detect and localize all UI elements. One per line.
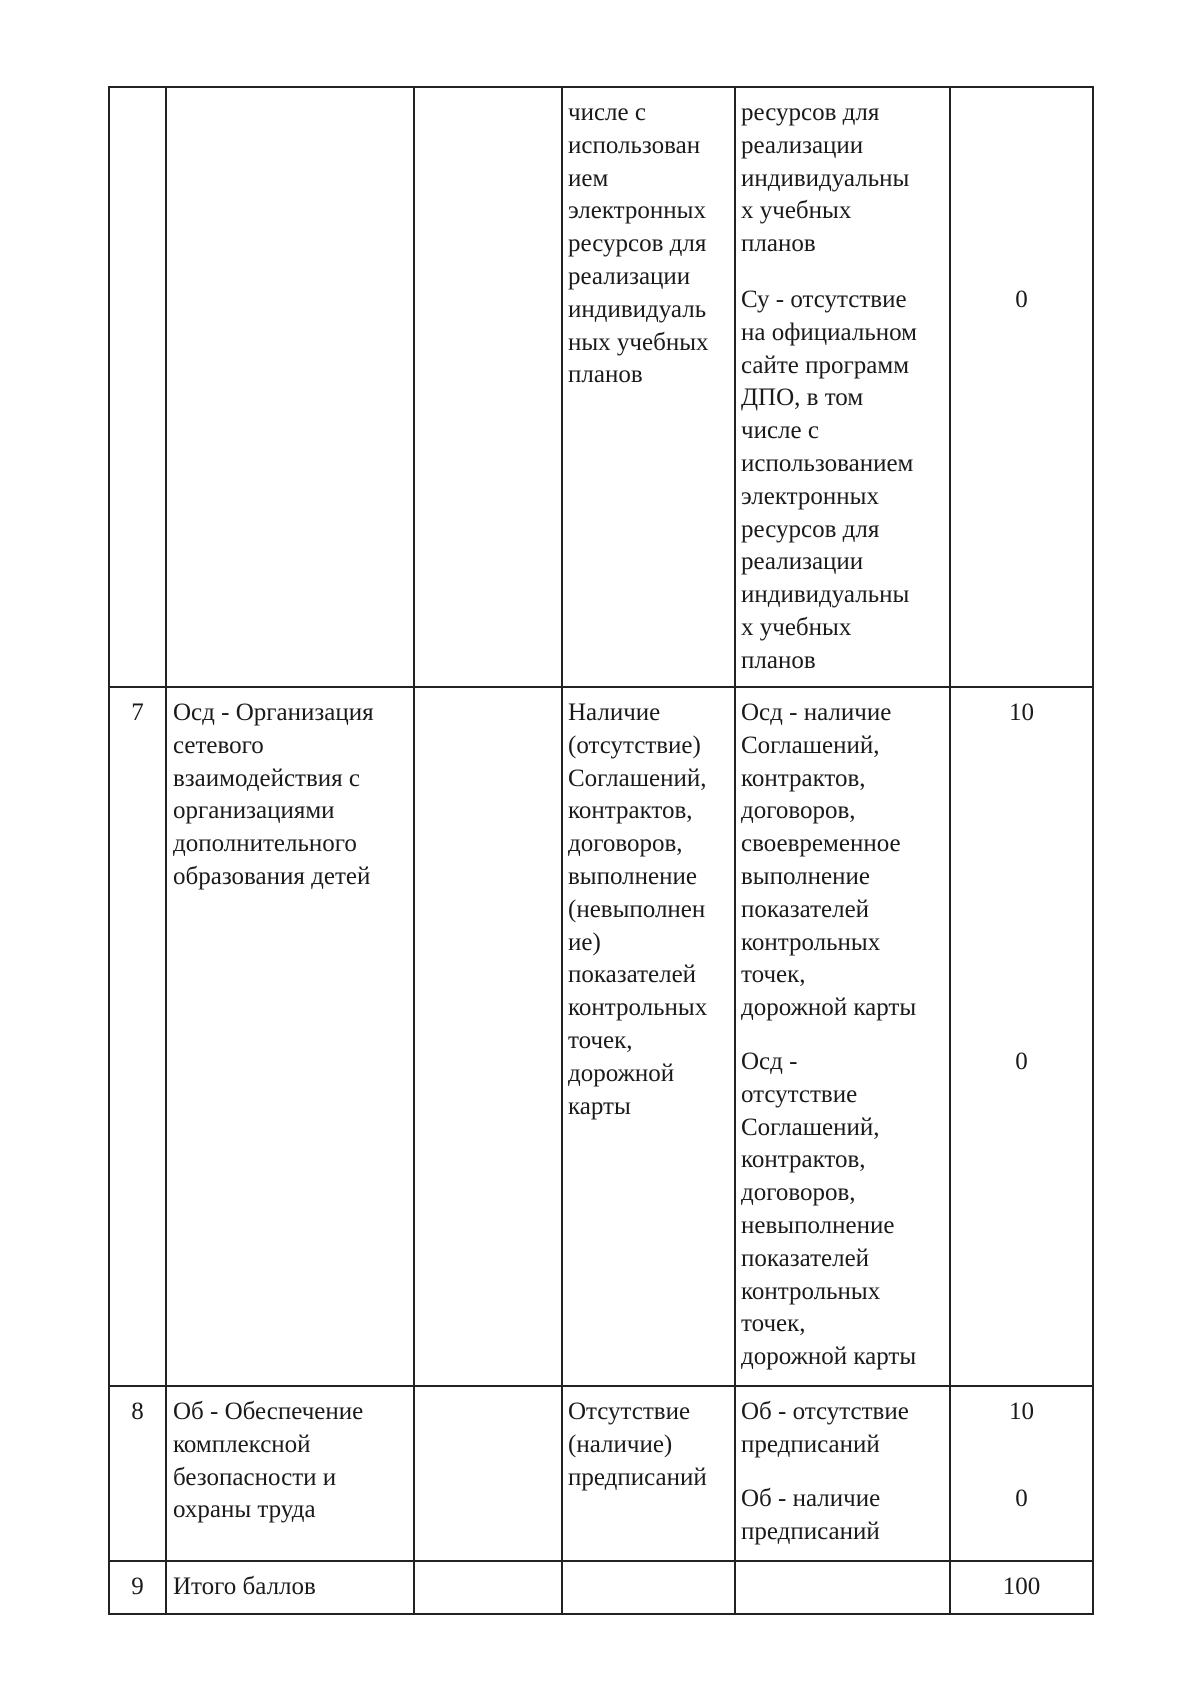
basis-text: числе с использован ием электронных ресурсов для реализации индивидуаль ных учебных планов bbox=[568, 99, 709, 389]
criteria-cell-1: ресурсов для реализации индивидуальны х учебных планов bbox=[741, 99, 910, 258]
row-divider bbox=[108, 1385, 1093, 1387]
total-points-cell: 100 bbox=[1002, 1573, 1041, 1600]
indicator-name-cell: Об - Обеспечение комплексной безопасности и охраны труда bbox=[173, 1398, 364, 1524]
indicator-name-cell: Осд - Организация сетевого взаимодействия с организациями дополнительного образования детей bbox=[173, 699, 374, 890]
basis-cell bbox=[568, 97, 732, 392]
points-cell: 10 bbox=[1009, 1398, 1034, 1425]
row-number: 7 bbox=[131, 699, 144, 726]
total-label-cell: Итого баллов bbox=[173, 1573, 316, 1600]
table-border-top bbox=[108, 86, 1093, 88]
criteria-cell-2: Об - наличие предписаний bbox=[741, 1485, 881, 1545]
column-divider bbox=[413, 86, 415, 1615]
criteria-cell-1: Осд - наличие Соглашений, контрактов, договоров, своевременное выполнение показателей контрольных точек, дорожной карты bbox=[741, 699, 917, 1022]
basis-cell: Наличие (отсутствие) Соглашений, контрактов, договоров, выполнение (невыполнен ие) показателей контрольных точек, дорожной карты bbox=[568, 699, 708, 1120]
criteria-cell-1: Об - отсутствие предписаний bbox=[741, 1398, 909, 1458]
points-cell: 0 bbox=[1015, 1485, 1028, 1512]
column-divider bbox=[561, 86, 563, 1615]
table-border-right bbox=[1092, 86, 1094, 1615]
criteria-cell-2: Осд - отсутствие Соглашений, контрактов, договоров, невыполнение показателей контрольных точек, дорожной карты bbox=[741, 1048, 917, 1371]
points-cell: 10 bbox=[1009, 699, 1034, 726]
row-number: 9 bbox=[131, 1573, 144, 1600]
row-divider bbox=[108, 1560, 1093, 1562]
column-divider bbox=[165, 86, 167, 1615]
criteria-cell-2: Су - отсутствие на официальном сайте программ ДПО, в том числе с использованием электронных ресурсов для реализации индивидуальны х учебных планов bbox=[741, 286, 917, 674]
row-number: 8 bbox=[131, 1398, 144, 1425]
points-cell: 0 bbox=[1015, 1048, 1028, 1075]
points-cell: 0 bbox=[1015, 286, 1028, 313]
column-divider bbox=[734, 86, 736, 1615]
table-border-bottom bbox=[108, 1613, 1093, 1615]
basis-cell: Отсутствие (наличие) предписаний bbox=[568, 1398, 707, 1491]
table-border-left bbox=[108, 86, 110, 1615]
row-divider bbox=[108, 686, 1093, 688]
